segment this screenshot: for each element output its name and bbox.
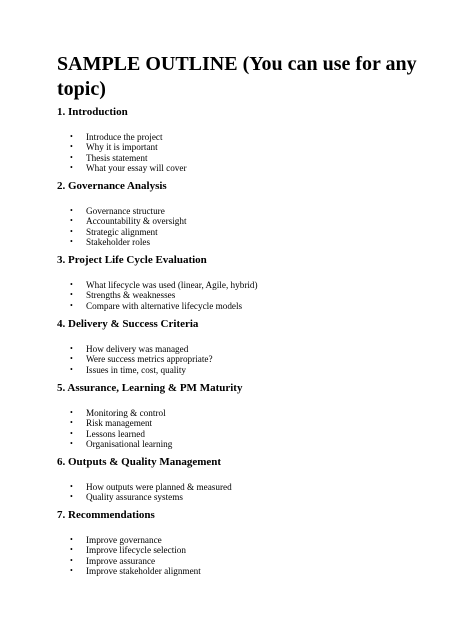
list-item-text: Issues in time, cost, quality	[86, 364, 187, 375]
section-heading: 4. Delivery & Success Criteria	[57, 318, 199, 330]
list-item-text: Improve lifecycle selection	[86, 545, 186, 556]
bullet-icon: •	[70, 545, 73, 555]
list-item-text: What your essay will cover	[86, 163, 187, 174]
list-item	[57, 142, 437, 152]
list-item-text: Improve assurance	[86, 555, 156, 566]
list-item-text: Governance structure	[86, 206, 165, 216]
list-item	[57, 153, 437, 163]
bullet-icon: •	[70, 344, 73, 353]
list-item-text: Were success metrics appropriate?	[86, 354, 213, 365]
bullet-icon: •	[70, 566, 73, 576]
list-item	[57, 227, 437, 237]
bullet-icon: •	[70, 439, 73, 449]
list-item	[57, 354, 437, 364]
bullet-icon: •	[70, 492, 73, 502]
list-item	[57, 492, 437, 502]
section-heading: 5. Assurance, Learning & PM Maturity	[57, 382, 243, 394]
page-title: SAMPLE OUTLINE (You can use for any topic)	[57, 53, 417, 100]
list-item	[57, 566, 437, 576]
bullet-icon: •	[70, 535, 73, 544]
section-heading: 1. Introduction	[57, 106, 128, 118]
bullet-list	[57, 206, 437, 248]
list-item	[57, 556, 437, 566]
list-item-text: Organisational learning	[86, 439, 173, 450]
bullet-list	[57, 132, 437, 174]
section-heading: 3. Project Life Cycle Evaluation	[57, 254, 207, 266]
bullet-icon: •	[70, 237, 73, 247]
bullet-icon: •	[70, 280, 73, 289]
bullet-list	[57, 280, 437, 311]
section-assurance-learning	[57, 382, 437, 450]
list-item-text: Improve stakeholder alignment	[86, 566, 201, 577]
section-delivery-success	[57, 318, 437, 375]
list-item-text: Strategic alignment	[86, 226, 158, 237]
list-item	[57, 290, 437, 300]
list-item	[57, 132, 437, 142]
list-item	[57, 237, 437, 247]
list-item	[57, 408, 437, 418]
list-item-text: Thesis statement	[86, 152, 148, 163]
section-recommendations	[57, 509, 437, 577]
bullet-icon: •	[70, 132, 73, 141]
bullet-icon: •	[70, 428, 73, 438]
bullet-list	[57, 535, 437, 577]
bullet-icon: •	[70, 290, 73, 300]
list-item-text: How delivery was managed	[86, 344, 189, 354]
bullet-list	[57, 344, 437, 375]
list-item	[57, 535, 437, 545]
list-item	[57, 439, 437, 449]
list-item	[57, 280, 437, 290]
bullet-icon: •	[70, 142, 73, 152]
list-item-text: Compare with alternative lifecycle models	[86, 300, 243, 311]
section-outputs-quality	[57, 456, 437, 503]
section-heading: 2. Governance Analysis	[57, 180, 167, 192]
list-item-text: Improve governance	[86, 535, 162, 545]
list-item-text: Lessons learned	[86, 428, 145, 439]
list-item	[57, 163, 437, 173]
list-item	[57, 365, 437, 375]
bullet-list	[57, 408, 437, 450]
list-item-text: How outputs were planned & measured	[86, 482, 232, 492]
list-item-text: Introduce the project	[86, 132, 163, 142]
section-governance-analysis	[57, 180, 437, 248]
list-item	[57, 545, 437, 555]
list-item-text: Strengths & weaknesses	[86, 290, 176, 301]
list-item-text: Monitoring & control	[86, 408, 166, 418]
list-item-text: Quality assurance systems	[86, 492, 183, 503]
list-item	[57, 206, 437, 216]
bullet-icon: •	[70, 163, 73, 173]
bullet-icon: •	[70, 482, 73, 491]
bullet-list	[57, 482, 437, 503]
list-item	[57, 482, 437, 492]
section-introduction	[57, 106, 437, 174]
bullet-icon: •	[70, 216, 73, 226]
bullet-icon: •	[70, 364, 73, 374]
list-item	[57, 344, 437, 354]
bullet-icon: •	[70, 226, 73, 236]
list-item-text: Risk management	[86, 418, 153, 429]
list-item	[57, 301, 437, 311]
section-project-life-cycle	[57, 254, 437, 311]
bullet-icon: •	[70, 354, 73, 364]
bullet-icon: •	[70, 418, 73, 428]
list-item	[57, 418, 437, 428]
list-item	[57, 216, 437, 226]
bullet-icon: •	[70, 408, 73, 417]
bullet-icon: •	[70, 152, 73, 162]
list-item-text: What lifecycle was used (linear, Agile, hybrid)	[86, 280, 258, 290]
list-item-text: Accountability & oversight	[86, 216, 187, 227]
section-heading: 6. Outputs & Quality Management	[57, 456, 222, 468]
section-heading: 7. Recommendations	[57, 509, 155, 521]
bullet-icon: •	[70, 555, 73, 565]
list-item-text: Stakeholder roles	[86, 237, 151, 248]
list-item	[57, 429, 437, 439]
list-item-text: Why it is important	[86, 142, 158, 153]
bullet-icon: •	[70, 300, 73, 310]
bullet-icon: •	[70, 206, 73, 215]
